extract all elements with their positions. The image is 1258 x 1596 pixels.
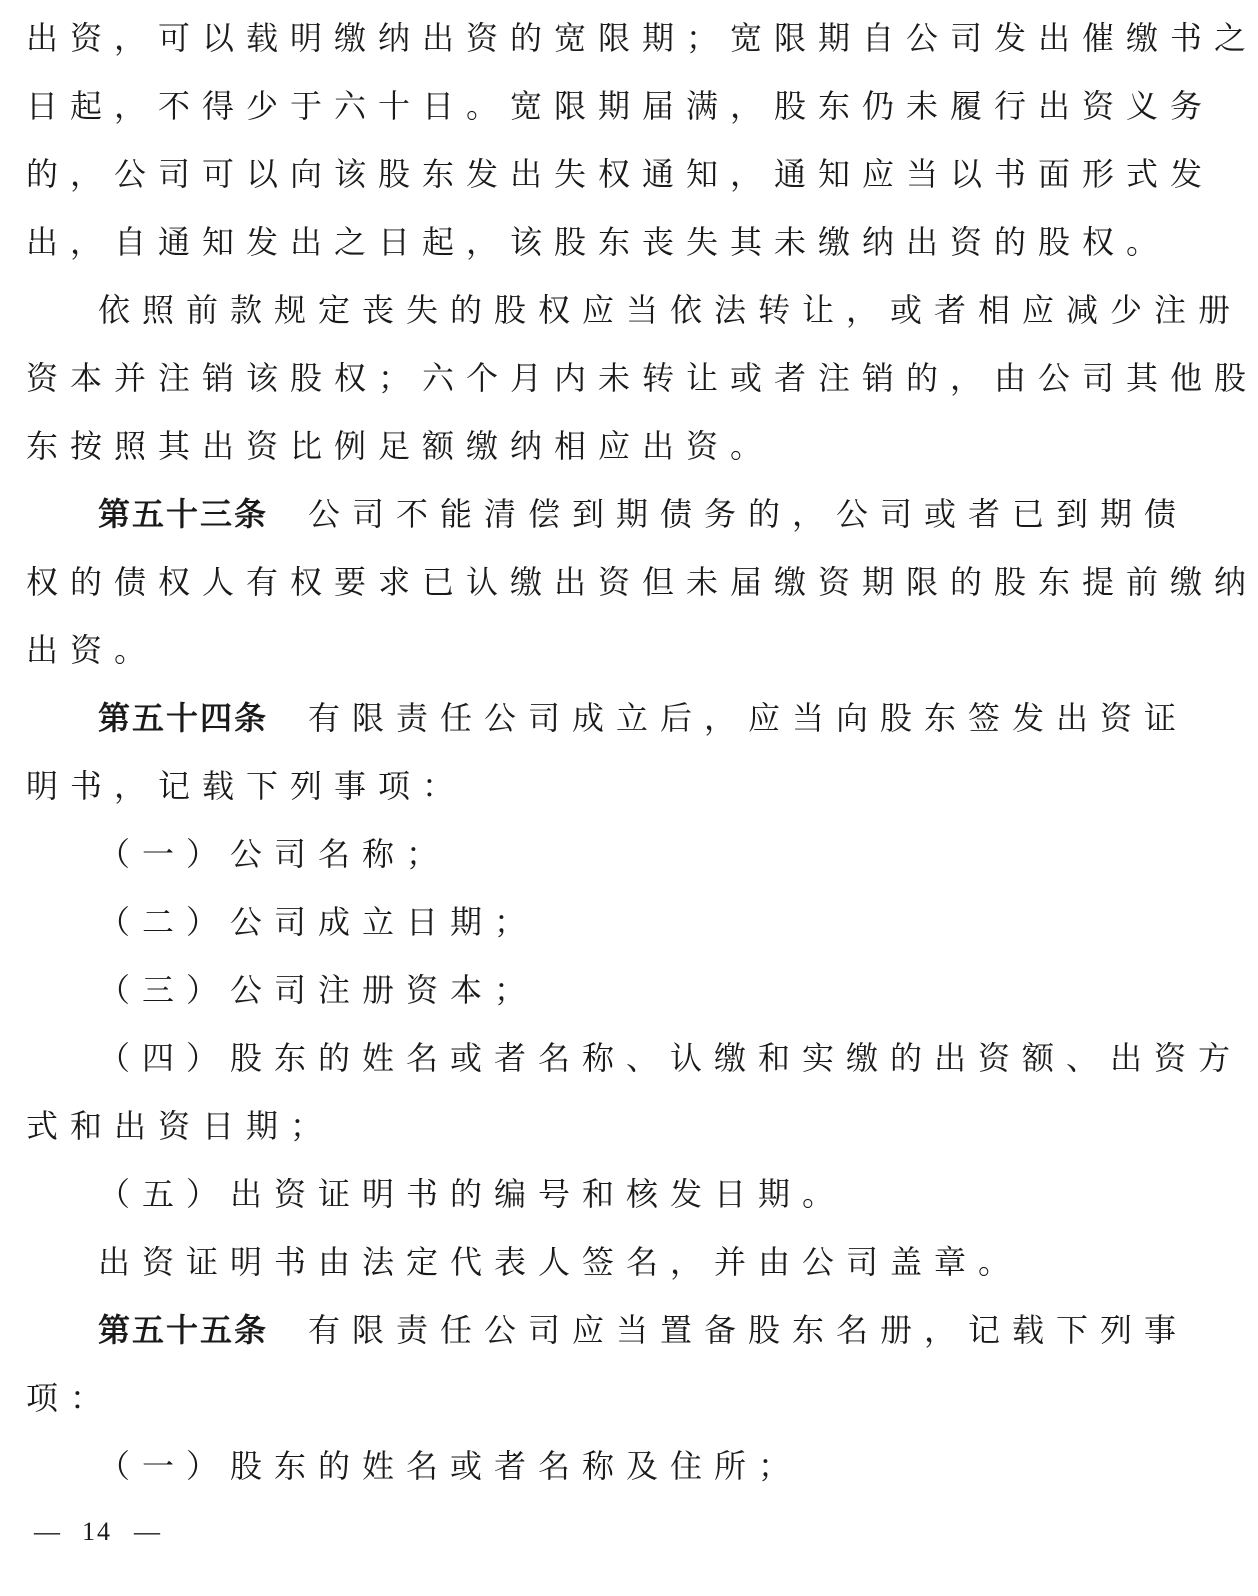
list-item: （五）出资证明书的编号和核发日期。 [98,1175,847,1213]
body-text [26,4,1258,1500]
article-53-text: 公司不能清偿到期债务的，公司或者已到期债 [308,495,1189,533]
article-55-title: 第五十五条 [98,1311,269,1349]
text-line: 出资证明书由法定代表人签名，并由公司盖章。 [98,1243,1023,1281]
text-line: 式和出资日期； [26,1107,335,1145]
text-line: 权的债权人有权要求已认缴出资但未届缴资期限的股东提前缴纳 [26,563,1258,601]
article-54-line [26,684,1189,752]
list-item: （一）股东的姓名或者名称及住所； [98,1447,803,1485]
article-54-title: 第五十四条 [98,699,269,737]
list-item: （一）公司名称； [98,835,451,873]
text-line: 出资。 [26,631,159,669]
text-line: 东按照其出资比例足额缴纳相应出资。 [26,427,775,465]
footer-dash-right: — [134,1517,160,1546]
text-line: 明书，记载下列事项： [26,767,467,805]
list-item: （二）公司成立日期； [98,903,539,941]
text-line: 出，自通知发出之日起，该股东丧失其未缴纳出资的股权。 [26,223,1171,261]
page-number: 14 [82,1517,112,1546]
list-item: （四）股东的姓名或者名称、认缴和实缴的出资额、出资方 [98,1039,1243,1077]
article-53-title: 第五十三条 [98,495,269,533]
text-line: 依照前款规定丧失的股权应当依法转让，或者相应减少注册 [98,291,1243,329]
list-item: （三）公司注册资本； [98,971,539,1009]
article-54-text: 有限责任公司成立后，应当向股东签发出资证 [308,699,1189,737]
article-55-line [26,1296,1189,1364]
text-line: 出资，可以载明缴纳出资的宽限期；宽限期自公司发出催缴书之 [26,19,1258,57]
article-55-text: 有限责任公司应当置备股东名册，记载下列事 [308,1311,1189,1349]
text-line: 的，公司可以向该股东发出失权通知，通知应当以书面形式发 [26,155,1215,193]
page-footer [34,1510,160,1554]
text-line: 资本并注销该股权；六个月内未转让或者注销的，由公司其他股 [26,359,1258,397]
article-53-line [26,480,1189,548]
footer-dash-left: — [34,1517,60,1546]
text-line: 项： [26,1379,115,1417]
text-line: 日起，不得少于六十日。宽限期届满，股东仍未履行出资义务 [26,87,1215,125]
